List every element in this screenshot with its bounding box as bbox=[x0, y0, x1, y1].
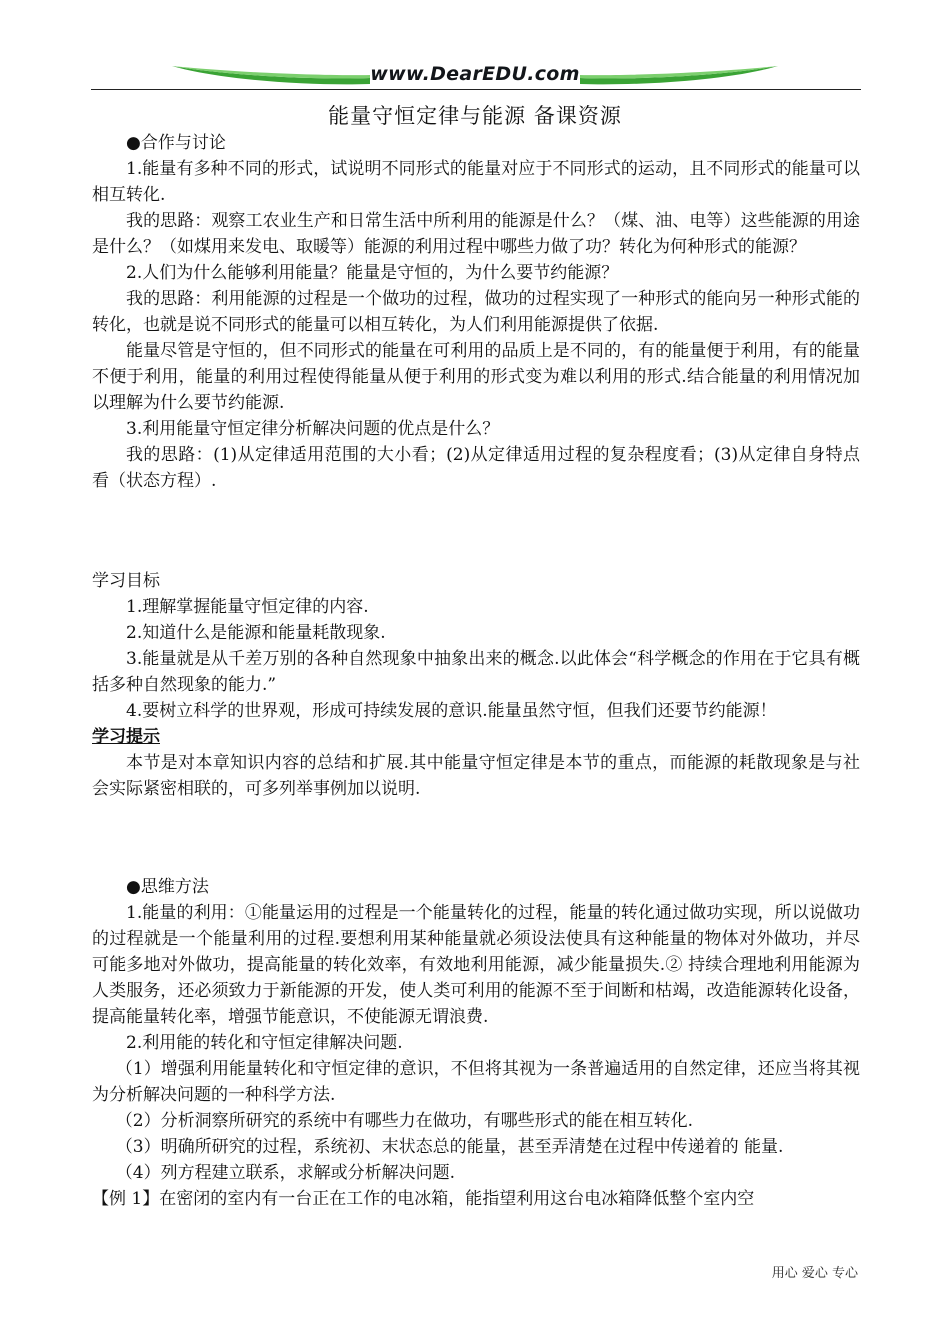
discussion-q2-more: 能量尽管是守恒的，但不同形式的能量在可利用的品质上是不同的，有的能量便于利用，有的能量不便于利用，能量的利用过程使得能量从便于利用的形式变为难以利用的形式.结合能量的利用情况加以理解为什么要节约能源. bbox=[92, 341, 860, 413]
document-body bbox=[92, 130, 860, 1212]
discussion-q2-thought: 我的思路：利用能源的过程是一个做功的过程，做功的过程实现了一种形式的能向另一种形式能的转化，也就是说不同形式的能量可以相互转化，为人们利用能源提供了依据. bbox=[92, 289, 860, 335]
discussion-q1-thought: 我的思路：观察工农业生产和日常生活中所利用的能源是什么？（煤、油、电等）这些能源的用途是什么？（如煤用来发电、取暖等）能源的利用过程中哪些力做了功？转化为何种形式的能源？ bbox=[92, 211, 860, 257]
discussion-heading: ●合作与讨论 bbox=[126, 133, 226, 153]
example-1: 【例 1】在密闭的室内有一台正在工作的电冰箱，能指望利用这台电冰箱降低整个室内空 bbox=[92, 1189, 755, 1209]
methods-step-1: （1）增强利用能量转化和守恒定律的意识，不但将其视为一条普遍适用的自然定律，还应当将其视为分析解决问题的一种科学方法. bbox=[92, 1059, 860, 1105]
methods-p2: 2.利用能的转化和守恒定律解决问题. bbox=[126, 1033, 403, 1053]
goal-item: 4.要树立科学的世界观，形成可持续发展的意识.能量虽然守恒，但我们还要节约能源！ bbox=[126, 701, 777, 721]
methods-heading: ●思维方法 bbox=[126, 877, 209, 897]
spacer bbox=[92, 802, 860, 874]
tips-heading: 学习提示 bbox=[92, 727, 160, 747]
header-banner bbox=[170, 62, 780, 88]
spacer bbox=[92, 494, 860, 568]
tips-text: 本节是对本章知识内容的总结和扩展.其中能量守恒定律是本节的重点，而能源的耗散现象是与社会实际紧密相联的，可多列举事例加以说明. bbox=[92, 753, 860, 799]
site-logo-text: www.DearEDU.com bbox=[370, 63, 580, 85]
page-title: 能量守恒定律与能源 备课资源 bbox=[328, 104, 622, 128]
methods-step-2: （2）分析洞察所研究的系统中有哪些力在做功，有哪些形式的能在相互转化. bbox=[115, 1111, 694, 1131]
goal-item: 3.能量就是从千差万别的各种自然现象中抽象出来的概念.以此体会“科学概念的作用在于它具有概括多种自然现象的能力.” bbox=[92, 649, 860, 695]
header-rule bbox=[91, 89, 861, 90]
discussion-q3-thought: 我的思路：(1)从定律适用范围的大小看；(2)从定律适用过程的复杂程度看；(3)从定律自身特点看（状态方程）. bbox=[92, 445, 860, 491]
methods-step-3: （3）明确所研究的过程，系统初、末状态总的能量，甚至弄清楚在过程中传递着的 能量. bbox=[115, 1137, 784, 1157]
methods-step-4: （4）列方程建立联系，求解或分析解决问题. bbox=[115, 1163, 456, 1183]
discussion-q3: 3.利用能量守恒定律分析解决问题的优点是什么？ bbox=[126, 419, 500, 439]
goals-heading: 学习目标 bbox=[92, 571, 160, 591]
methods-p1: 1.能量的利用：①能量运用的过程是一个能量转化的过程，能量的转化通过做功实现，所以说做功的过程就是一个能量利用的过程.要想利用某种能量就必须设法使具有这种能量的物体对外做功，并尽可能多地对外做功，提高能量的转化效率，有效地利用能源，减少能量损失.② 持续合理地利用能源为人类服务，还必须致力于新能源的开发，使人类可利用的能源不至于间断和枯竭，改造能源转化设备，提高能量转化率，增强节能意识，不使能源无谓浪费. bbox=[92, 903, 860, 1027]
discussion-q2: 2.人们为什么能够利用能量？能量是守恒的，为什么要节约能源？ bbox=[126, 263, 619, 283]
goal-item: 2.知道什么是能源和能量耗散现象. bbox=[126, 623, 386, 643]
footer-motto: 用心 爱心 专心 bbox=[771, 1266, 858, 1281]
goal-item: 1.理解掌握能量守恒定律的内容. bbox=[126, 597, 369, 617]
discussion-q1: 1.能量有多种不同的形式，试说明不同形式的能量对应于不同形式的运动，且不同形式的能量可以相互转化. bbox=[92, 159, 860, 205]
